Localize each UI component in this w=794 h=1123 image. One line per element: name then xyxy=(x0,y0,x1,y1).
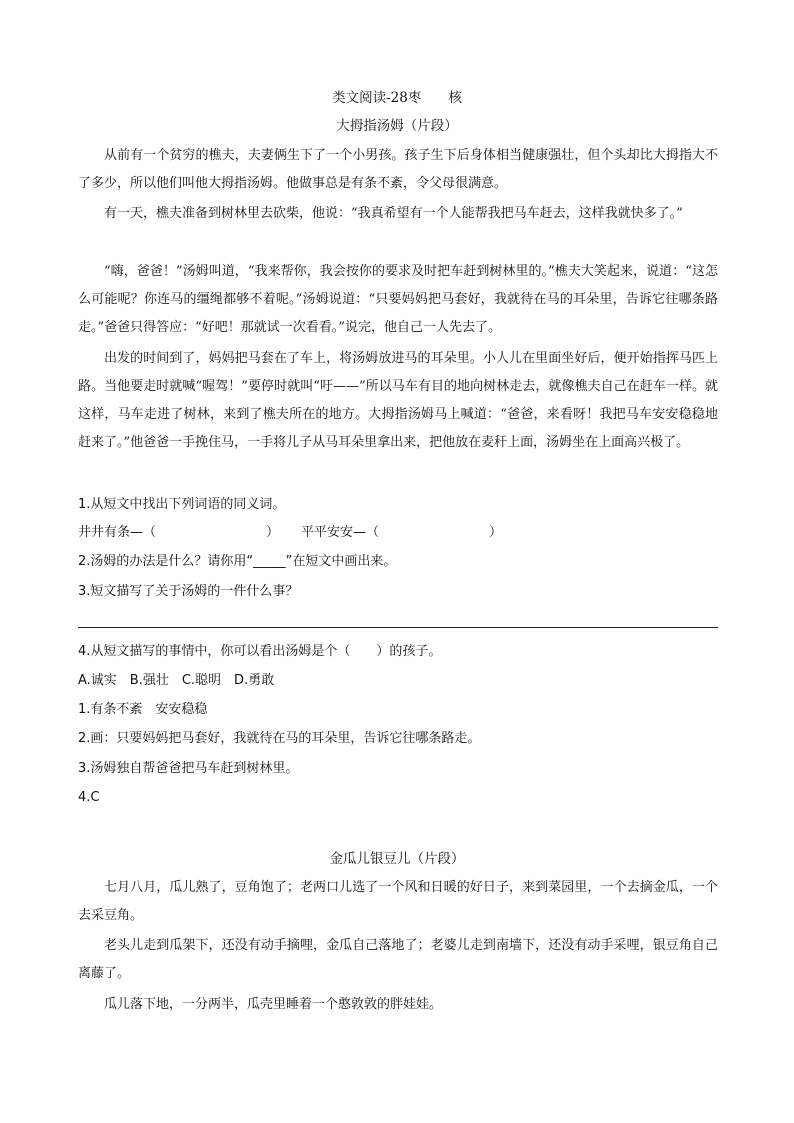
document-title: 类文阅读-28枣 核 xyxy=(332,90,462,106)
question-2: 2.汤姆的办法是什么？请你用“_____”在短文中画出来。 xyxy=(78,554,397,569)
story1-paragraph-2: 有一天，樵夫准备到树林里去砍柴，他说：“我真希望有一个人能帮我把马车赶去，这样我就快多了。” xyxy=(104,206,683,221)
story2-paragraph-3: 瓜儿落下地，一分两半，瓜壳里睡着一个憨敦敦的胖娃娃。 xyxy=(104,997,443,1012)
question-4: 4.从短文描写的事情中，你可以看出汤姆是个（ ）的孩子。 xyxy=(78,644,442,659)
question-3: 3.短文描写了关于汤姆的一件什么事？ xyxy=(78,584,299,599)
q1-word1: 井井有条—（ xyxy=(78,525,157,540)
story1-paragraph-3: “嗨，爸爸！”汤姆叫道，“我来帮你，我会按你的要求及时把车赶到树林里的。”樵夫大笑起来，说道：“这怎么可能呢？你连马的缰绳都够不着呢。”汤姆说道：“只要妈妈把马套好，我就待在马的耳朵里，告诉它往哪条路走。”爸爸只得答应：“好吧！那就试一次看看。”说完，他自己一人先去了。 xyxy=(78,264,718,335)
story2-paragraph-1: 七月八月，瓜儿熟了，豆角饱了；老两口儿选了一个风和日暖的好日子，来到菜园里，一个去摘金瓜，一个去采豆角。 xyxy=(78,880,718,923)
story1-paragraph-1: 从前有一个贫穷的樵夫，夫妻俩生下了一个小男孩。孩子生下后身体相当健康强壮，但个头却比大拇指大不了多少，所以他们叫他大拇指汤姆。他做事总是有条不紊，令父母很满意。 xyxy=(78,148,718,191)
story2-title: 金瓜儿银豆儿（片段） xyxy=(329,851,465,867)
q1-close1: ） xyxy=(266,525,280,540)
answer-3: 3.汤姆独自帮爸爸把马车赶到树林里。 xyxy=(78,761,299,776)
question-4-options: A.诚实 B.强壮 C.聪明 D.勇敢 xyxy=(78,673,275,688)
story2-paragraph-2: 老头儿走到瓜架下，还没有动手摘哩，金瓜自己落地了；老婆儿走到南墙下，还没有动手采哩，银豆角自己离藤了。 xyxy=(78,938,718,981)
question-1: 1.从短文中找出下列词语的同义词。 xyxy=(78,497,286,512)
answer-1: 1.有条不紊 安安稳稳 xyxy=(78,702,208,717)
question-1-blanks xyxy=(78,519,718,547)
answer-2: 2.画：只要妈妈把马套好，我就待在马的耳朵里，告诉它往哪条路走。 xyxy=(78,731,481,746)
answer-line xyxy=(78,627,718,628)
q1-close2: ） xyxy=(489,525,503,540)
answer-4: 4.C xyxy=(78,790,100,805)
story1-paragraph-4: 出发的时间到了，妈妈把马套在了车上，将汤姆放进马的耳朵里。小人儿在里面坐好后，便开始指挥马匹上路。当他要走时就喊“喔驾！”要停时就叫“吁——”所以马车有目的地向树林走去，就像樵夫自己在赶车一样。就这样，马车走进了树林，来到了樵夫所在的地方。大拇指汤姆马上喊道：“爸爸，来看呀！我把马车安安稳稳地赶来了。”他爸爸一手挽住马，一手将儿子从马耳朵里拿出来，把他放在麦秆上面，汤姆坐在上面高兴极了。 xyxy=(78,351,718,450)
q1-word2: 平平安安—（ xyxy=(301,525,380,540)
story1-title: 大拇指汤姆（片段） xyxy=(336,118,458,134)
